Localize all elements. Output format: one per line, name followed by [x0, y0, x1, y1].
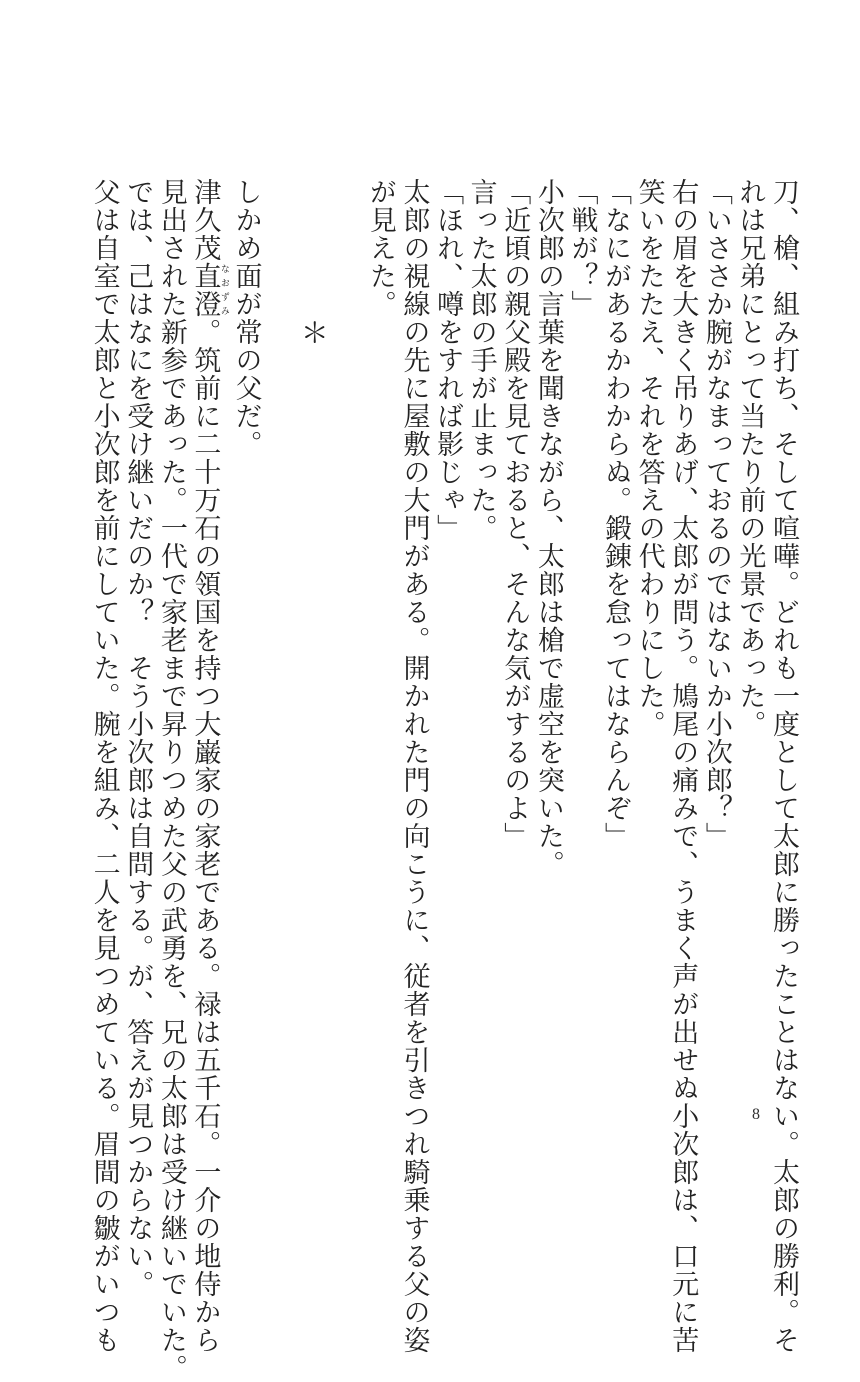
text-line: しかめ面が常の父だ。	[230, 178, 262, 458]
text-line: 小次郎の言葉を聞きながら、太郎は槍で虚空を突いた。	[532, 178, 564, 878]
vertical-text-body	[87, 178, 800, 1382]
text-line-with-ruby	[188, 178, 229, 1354]
text-line: では、己はなにを受け継いだのか？ そう小次郎は自問する。が、答えが見つからない。	[122, 178, 154, 1298]
text-line: 「戦が？」	[566, 178, 598, 318]
ruby-base: 直澄	[189, 262, 221, 318]
text-line: 「いささか腕がなまっておるのではないか小次郎？」	[700, 178, 732, 850]
text-line: 見出された新参であった。一代で家老まで昇りつめた父の武勇を、兄の太郎は受け継いでいた。	[155, 178, 187, 1382]
ruby-reading: なおずみ	[218, 262, 229, 318]
text-line: 父は自室で太郎と小次郎を前にしていた。腕を組み、二人を見つめている。眉間の皺がいつも	[88, 178, 120, 1354]
text-line: 「ほれ、噂をすれば影じゃ」	[432, 178, 464, 542]
text-line: れは兄弟にとって当たり前の光景であった。	[734, 178, 766, 738]
text-line: 笑いをたたえ、それを答えの代わりにした。	[633, 178, 665, 738]
text-line: 太郎の視線の先に屋敷の大門がある。開かれた門の向こうに、従者を引きつれ騎乗する父の姿	[398, 178, 430, 1354]
text-line: が見えた。	[364, 178, 396, 318]
blank-line	[263, 178, 297, 1098]
text-line: 右の眉を大きく吊りあげ、太郎が問う。鳩尾の痛みで、うまく声が出せぬ小次郎は、口元に苦	[667, 178, 699, 1354]
text-line: 言った太郎の手が止まった。	[465, 178, 497, 542]
text-line: 「なにがあるかわからぬ。鍛錬を怠ってはならんぞ」	[600, 178, 632, 850]
blank-line	[330, 178, 364, 1098]
text-line: 刀、槍、組み打ち、そして喧嘩。どれも一度として太郎に勝ったことはない。太郎の勝利。そ	[768, 178, 799, 1354]
section-separator: ＊	[296, 318, 330, 347]
page-number: 8	[752, 1106, 760, 1123]
ruby-name	[189, 262, 229, 318]
text-segment: 津久茂	[189, 178, 221, 262]
text-segment: 。筑前に二十万石の領国を持つ大巌家の家老である。禄は五千石。一介の地侍から	[189, 318, 221, 1354]
text-line: 「近頃の親父殿を見ておると、そんな気がするのよ」	[499, 178, 531, 850]
